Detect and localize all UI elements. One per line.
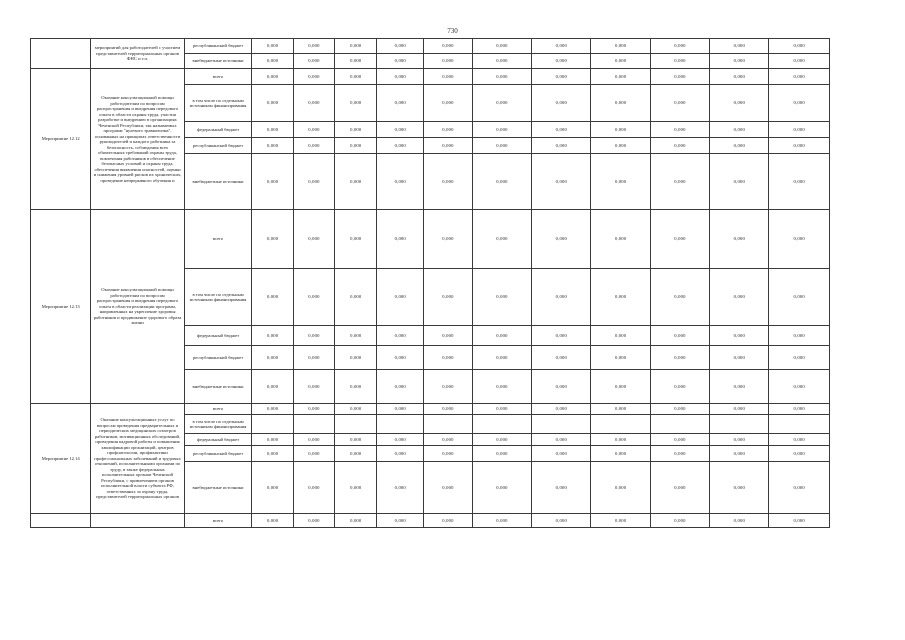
value-cell	[710, 415, 769, 434]
value-cell: 0,000	[424, 138, 473, 154]
value-cell: 0,000	[335, 85, 377, 122]
value-cell: 0,000	[424, 269, 473, 326]
funding-source: федеральный бюджет	[184, 434, 252, 446]
value-cell: 0,000	[293, 434, 334, 446]
value-cell: 0,000	[650, 122, 709, 138]
value-cell	[591, 415, 650, 434]
funding-source: всего	[184, 69, 252, 85]
value-cell: 0,000	[377, 39, 424, 54]
value-cell: 0,000	[710, 39, 769, 54]
value-cell: 0,000	[424, 154, 473, 210]
value-cell: 0,000	[293, 85, 334, 122]
page-number: 730	[447, 27, 458, 35]
funding-source: внебюджетные источники	[184, 54, 252, 69]
value-cell: 0,000	[710, 434, 769, 446]
value-cell: 0,000	[335, 326, 377, 346]
value-cell: 0,000	[591, 404, 650, 415]
value-cell: 0,000	[650, 446, 709, 462]
value-cell: 0,000	[424, 69, 473, 85]
value-cell: 0,000	[591, 446, 650, 462]
value-cell: 0,000	[591, 122, 650, 138]
value-cell: 0,000	[293, 122, 334, 138]
table-row	[31, 39, 830, 54]
value-cell: 0,000	[424, 514, 473, 528]
value-cell: 0,000	[769, 138, 830, 154]
value-cell: 0,000	[650, 462, 709, 514]
value-cell: 0,000	[710, 122, 769, 138]
value-cell	[424, 415, 473, 434]
value-cell: 0,000	[335, 446, 377, 462]
value-cell: 0,000	[377, 138, 424, 154]
funding-source: республиканский бюджет	[184, 138, 252, 154]
value-cell: 0,000	[472, 434, 531, 446]
value-cell: 0,000	[769, 39, 830, 54]
value-cell: 0,000	[650, 514, 709, 528]
value-cell: 0,000	[293, 514, 334, 528]
value-cell: 0,000	[377, 54, 424, 69]
value-cell: 0,000	[769, 269, 830, 326]
value-cell: 0,000	[769, 210, 830, 269]
value-cell: 0,000	[710, 462, 769, 514]
value-cell: 0,000	[769, 446, 830, 462]
value-cell: 0,000	[424, 404, 473, 415]
table-row	[31, 514, 830, 528]
value-cell: 0,000	[650, 154, 709, 210]
value-cell: 0,000	[650, 326, 709, 346]
value-cell: 0,000	[591, 54, 650, 69]
funding-source: федеральный бюджет	[184, 122, 252, 138]
activity-description: мероприятий для работодателей с участием представителей территориальных органов ФНС и т.п.	[91, 39, 184, 69]
value-cell: 0,000	[769, 346, 830, 370]
value-cell: 0,000	[252, 514, 293, 528]
value-cell	[377, 415, 424, 434]
value-cell: 0,000	[591, 326, 650, 346]
value-cell: 0,000	[650, 404, 709, 415]
funding-source: в том числе по отдельным источникам финансирования	[184, 85, 252, 122]
funding-source: внебюджетные источники	[184, 154, 252, 210]
value-cell: 0,000	[769, 326, 830, 346]
activity-description: Оказание консультационной помощи работодателям по вопросам распространения и внедрения передового опыта в области реализации программ, направленных на укрепление здоровья работников и продвижение здорового образа жизни	[91, 210, 184, 404]
value-cell: 0,000	[293, 326, 334, 346]
value-cell: 0,000	[252, 404, 293, 415]
value-cell: 0,000	[335, 154, 377, 210]
value-cell: 0,000	[532, 446, 591, 462]
activity-description: Оказание консультационных услуг по вопросам проведения предварительных и периодических медицинских осмотров работников, мотивационных обследований, проведения кадровой работы и повышения квалификации организаций, центров профпатологии, профилактики профессиональных заболеваний и трудовых отношений, исполнительными органами по труду, в также федеральных исполнительных органов Чеченской Республики, с привлечением органов исполнительной власти субъекта РФ, ответственных за охрану труда, представителей территориальных органов	[91, 404, 184, 514]
value-cell: 0,000	[252, 69, 293, 85]
funding-source: республиканский бюджет	[184, 39, 252, 54]
value-cell: 0,000	[377, 434, 424, 446]
value-cell	[532, 415, 591, 434]
value-cell: 0,000	[591, 39, 650, 54]
value-cell: 0,000	[650, 54, 709, 69]
value-cell: 0,000	[532, 69, 591, 85]
value-cell: 0,000	[591, 462, 650, 514]
activity-label	[31, 39, 91, 69]
value-cell: 0,000	[650, 69, 709, 85]
value-cell: 0,000	[710, 326, 769, 346]
value-cell: 0,000	[769, 370, 830, 404]
value-cell: 0,000	[377, 69, 424, 85]
value-cell: 0,000	[532, 404, 591, 415]
value-cell: 0,000	[472, 326, 531, 346]
budget-table	[30, 38, 830, 528]
value-cell: 0,000	[424, 434, 473, 446]
value-cell: 0,000	[472, 462, 531, 514]
value-cell: 0,000	[335, 138, 377, 154]
value-cell: 0,000	[710, 54, 769, 69]
value-cell: 0,000	[252, 434, 293, 446]
value-cell: 0,000	[335, 39, 377, 54]
value-cell: 0,000	[532, 326, 591, 346]
value-cell: 0,000	[532, 514, 591, 528]
value-cell: 0,000	[769, 434, 830, 446]
value-cell	[650, 415, 709, 434]
activity-label	[31, 514, 91, 528]
value-cell: 0,000	[532, 346, 591, 370]
value-cell: 0,000	[532, 85, 591, 122]
value-cell: 0,000	[710, 370, 769, 404]
activity-description: Оказание консультационной помощи работодателям по вопросам распространения и внедрения передового опыта в области охраны труда, участия разработке и внедрению в организациях Чеченской Республики, так называемых программ "нулевого травматизма", основанных на принципах ответственности руководителей и каждого работника за безопасность, соблюдения всех обязательных требований охраны труда, вовлечения работников в обеспечение безопасных условий и охраны труда, обеспечения выявления опасностей, оценки и снижения уровней рисков их хронических, проведение непрерывного обучения и	[91, 69, 184, 210]
funding-source: республиканский бюджет	[184, 346, 252, 370]
value-cell: 0,000	[650, 210, 709, 269]
value-cell: 0,000	[710, 210, 769, 269]
value-cell: 0,000	[252, 326, 293, 346]
value-cell: 0,000	[591, 69, 650, 85]
value-cell: 0,000	[335, 269, 377, 326]
value-cell: 0,000	[377, 514, 424, 528]
value-cell: 0,000	[710, 346, 769, 370]
activity-label: Мероприятие 12.14	[31, 404, 91, 514]
value-cell: 0,000	[532, 39, 591, 54]
value-cell: 0,000	[710, 514, 769, 528]
value-cell: 0,000	[472, 138, 531, 154]
value-cell: 0,000	[377, 462, 424, 514]
funding-source: внебюджетные источники	[184, 462, 252, 514]
value-cell: 0,000	[293, 54, 334, 69]
funding-source: всего	[184, 404, 252, 415]
value-cell: 0,000	[472, 269, 531, 326]
value-cell: 0,000	[293, 269, 334, 326]
value-cell: 0,000	[424, 346, 473, 370]
funding-source: республиканский бюджет	[184, 446, 252, 462]
value-cell: 0,000	[710, 404, 769, 415]
value-cell: 0,000	[472, 210, 531, 269]
value-cell: 0,000	[591, 514, 650, 528]
value-cell: 0,000	[532, 434, 591, 446]
value-cell: 0,000	[650, 434, 709, 446]
value-cell: 0,000	[293, 210, 334, 269]
value-cell: 0,000	[650, 269, 709, 326]
value-cell: 0,000	[252, 39, 293, 54]
value-cell: 0,000	[532, 138, 591, 154]
value-cell: 0,000	[532, 54, 591, 69]
value-cell: 0,000	[532, 269, 591, 326]
value-cell: 0,000	[472, 39, 531, 54]
value-cell: 0,000	[472, 404, 531, 415]
activity-label: Мероприятие 12.13	[31, 210, 91, 404]
value-cell: 0,000	[335, 462, 377, 514]
value-cell: 0,000	[591, 210, 650, 269]
value-cell: 0,000	[650, 370, 709, 404]
funding-source: в том числе по отдельным источникам финансирования	[184, 269, 252, 326]
value-cell: 0,000	[769, 69, 830, 85]
value-cell: 0,000	[532, 210, 591, 269]
value-cell: 0,000	[377, 346, 424, 370]
value-cell: 0,000	[424, 39, 473, 54]
value-cell: 0,000	[293, 404, 334, 415]
value-cell: 0,000	[252, 446, 293, 462]
value-cell: 0,000	[532, 370, 591, 404]
value-cell: 0,000	[472, 154, 531, 210]
value-cell: 0,000	[335, 210, 377, 269]
value-cell: 0,000	[377, 85, 424, 122]
value-cell: 0,000	[650, 138, 709, 154]
value-cell: 0,000	[252, 122, 293, 138]
value-cell: 0,000	[472, 346, 531, 370]
value-cell: 0,000	[293, 462, 334, 514]
value-cell: 0,000	[252, 154, 293, 210]
value-cell: 0,000	[252, 54, 293, 69]
value-cell: 0,000	[293, 138, 334, 154]
value-cell	[472, 415, 531, 434]
value-cell: 0,000	[252, 85, 293, 122]
activity-label: Мероприятие 12.12	[31, 69, 91, 210]
value-cell: 0,000	[293, 69, 334, 85]
value-cell: 0,000	[293, 154, 334, 210]
value-cell: 0,000	[293, 370, 334, 404]
value-cell: 0,000	[591, 434, 650, 446]
value-cell: 0,000	[472, 85, 531, 122]
value-cell: 0,000	[769, 54, 830, 69]
value-cell: 0,000	[335, 434, 377, 446]
value-cell: 0,000	[252, 370, 293, 404]
value-cell: 0,000	[252, 346, 293, 370]
value-cell: 0,000	[293, 446, 334, 462]
value-cell: 0,000	[424, 462, 473, 514]
table-row	[31, 69, 830, 85]
value-cell: 0,000	[335, 404, 377, 415]
value-cell: 0,000	[293, 39, 334, 54]
value-cell: 0,000	[769, 514, 830, 528]
value-cell: 0,000	[769, 404, 830, 415]
value-cell: 0,000	[591, 346, 650, 370]
funding-source: всего	[184, 514, 252, 528]
value-cell: 0,000	[710, 446, 769, 462]
value-cell: 0,000	[424, 85, 473, 122]
value-cell: 0,000	[591, 269, 650, 326]
value-cell: 0,000	[710, 154, 769, 210]
value-cell: 0,000	[472, 69, 531, 85]
funding-source: всего	[184, 210, 252, 269]
value-cell: 0,000	[377, 269, 424, 326]
value-cell: 0,000	[650, 39, 709, 54]
value-cell: 0,000	[769, 154, 830, 210]
value-cell: 0,000	[252, 210, 293, 269]
value-cell: 0,000	[650, 346, 709, 370]
value-cell: 0,000	[650, 85, 709, 122]
value-cell: 0,000	[532, 462, 591, 514]
value-cell: 0,000	[424, 326, 473, 346]
value-cell: 0,000	[335, 54, 377, 69]
value-cell: 0,000	[252, 269, 293, 326]
value-cell: 0,000	[710, 138, 769, 154]
value-cell: 0,000	[710, 269, 769, 326]
value-cell: 0,000	[335, 122, 377, 138]
value-cell: 0,000	[377, 446, 424, 462]
value-cell: 0,000	[532, 122, 591, 138]
value-cell: 0,000	[769, 462, 830, 514]
activity-description	[91, 514, 184, 528]
value-cell: 0,000	[424, 370, 473, 404]
value-cell: 0,000	[591, 138, 650, 154]
value-cell: 0,000	[377, 122, 424, 138]
table-row	[31, 210, 830, 269]
value-cell: 0,000	[472, 514, 531, 528]
value-cell: 0,000	[769, 85, 830, 122]
value-cell	[293, 415, 334, 434]
value-cell: 0,000	[335, 514, 377, 528]
value-cell	[335, 415, 377, 434]
value-cell: 0,000	[377, 210, 424, 269]
value-cell: 0,000	[769, 122, 830, 138]
value-cell: 0,000	[591, 85, 650, 122]
value-cell: 0,000	[377, 326, 424, 346]
value-cell: 0,000	[335, 69, 377, 85]
value-cell: 0,000	[335, 370, 377, 404]
funding-source: в том числе по отдельным источникам финансирования	[184, 415, 252, 434]
value-cell: 0,000	[377, 370, 424, 404]
value-cell: 0,000	[710, 69, 769, 85]
value-cell	[252, 415, 293, 434]
value-cell: 0,000	[710, 85, 769, 122]
value-cell: 0,000	[472, 446, 531, 462]
value-cell	[769, 415, 830, 434]
funding-source: федеральный бюджет	[184, 326, 252, 346]
value-cell: 0,000	[377, 404, 424, 415]
table-row	[31, 404, 830, 415]
value-cell: 0,000	[424, 210, 473, 269]
value-cell: 0,000	[591, 370, 650, 404]
value-cell: 0,000	[424, 54, 473, 69]
value-cell: 0,000	[472, 370, 531, 404]
value-cell: 0,000	[252, 462, 293, 514]
value-cell: 0,000	[377, 154, 424, 210]
value-cell: 0,000	[335, 346, 377, 370]
value-cell: 0,000	[472, 122, 531, 138]
value-cell: 0,000	[293, 346, 334, 370]
value-cell: 0,000	[591, 154, 650, 210]
value-cell: 0,000	[532, 154, 591, 210]
value-cell: 0,000	[252, 138, 293, 154]
value-cell: 0,000	[424, 446, 473, 462]
value-cell: 0,000	[472, 54, 531, 69]
value-cell: 0,000	[424, 122, 473, 138]
funding-source: внебюджетные источники	[184, 370, 252, 404]
